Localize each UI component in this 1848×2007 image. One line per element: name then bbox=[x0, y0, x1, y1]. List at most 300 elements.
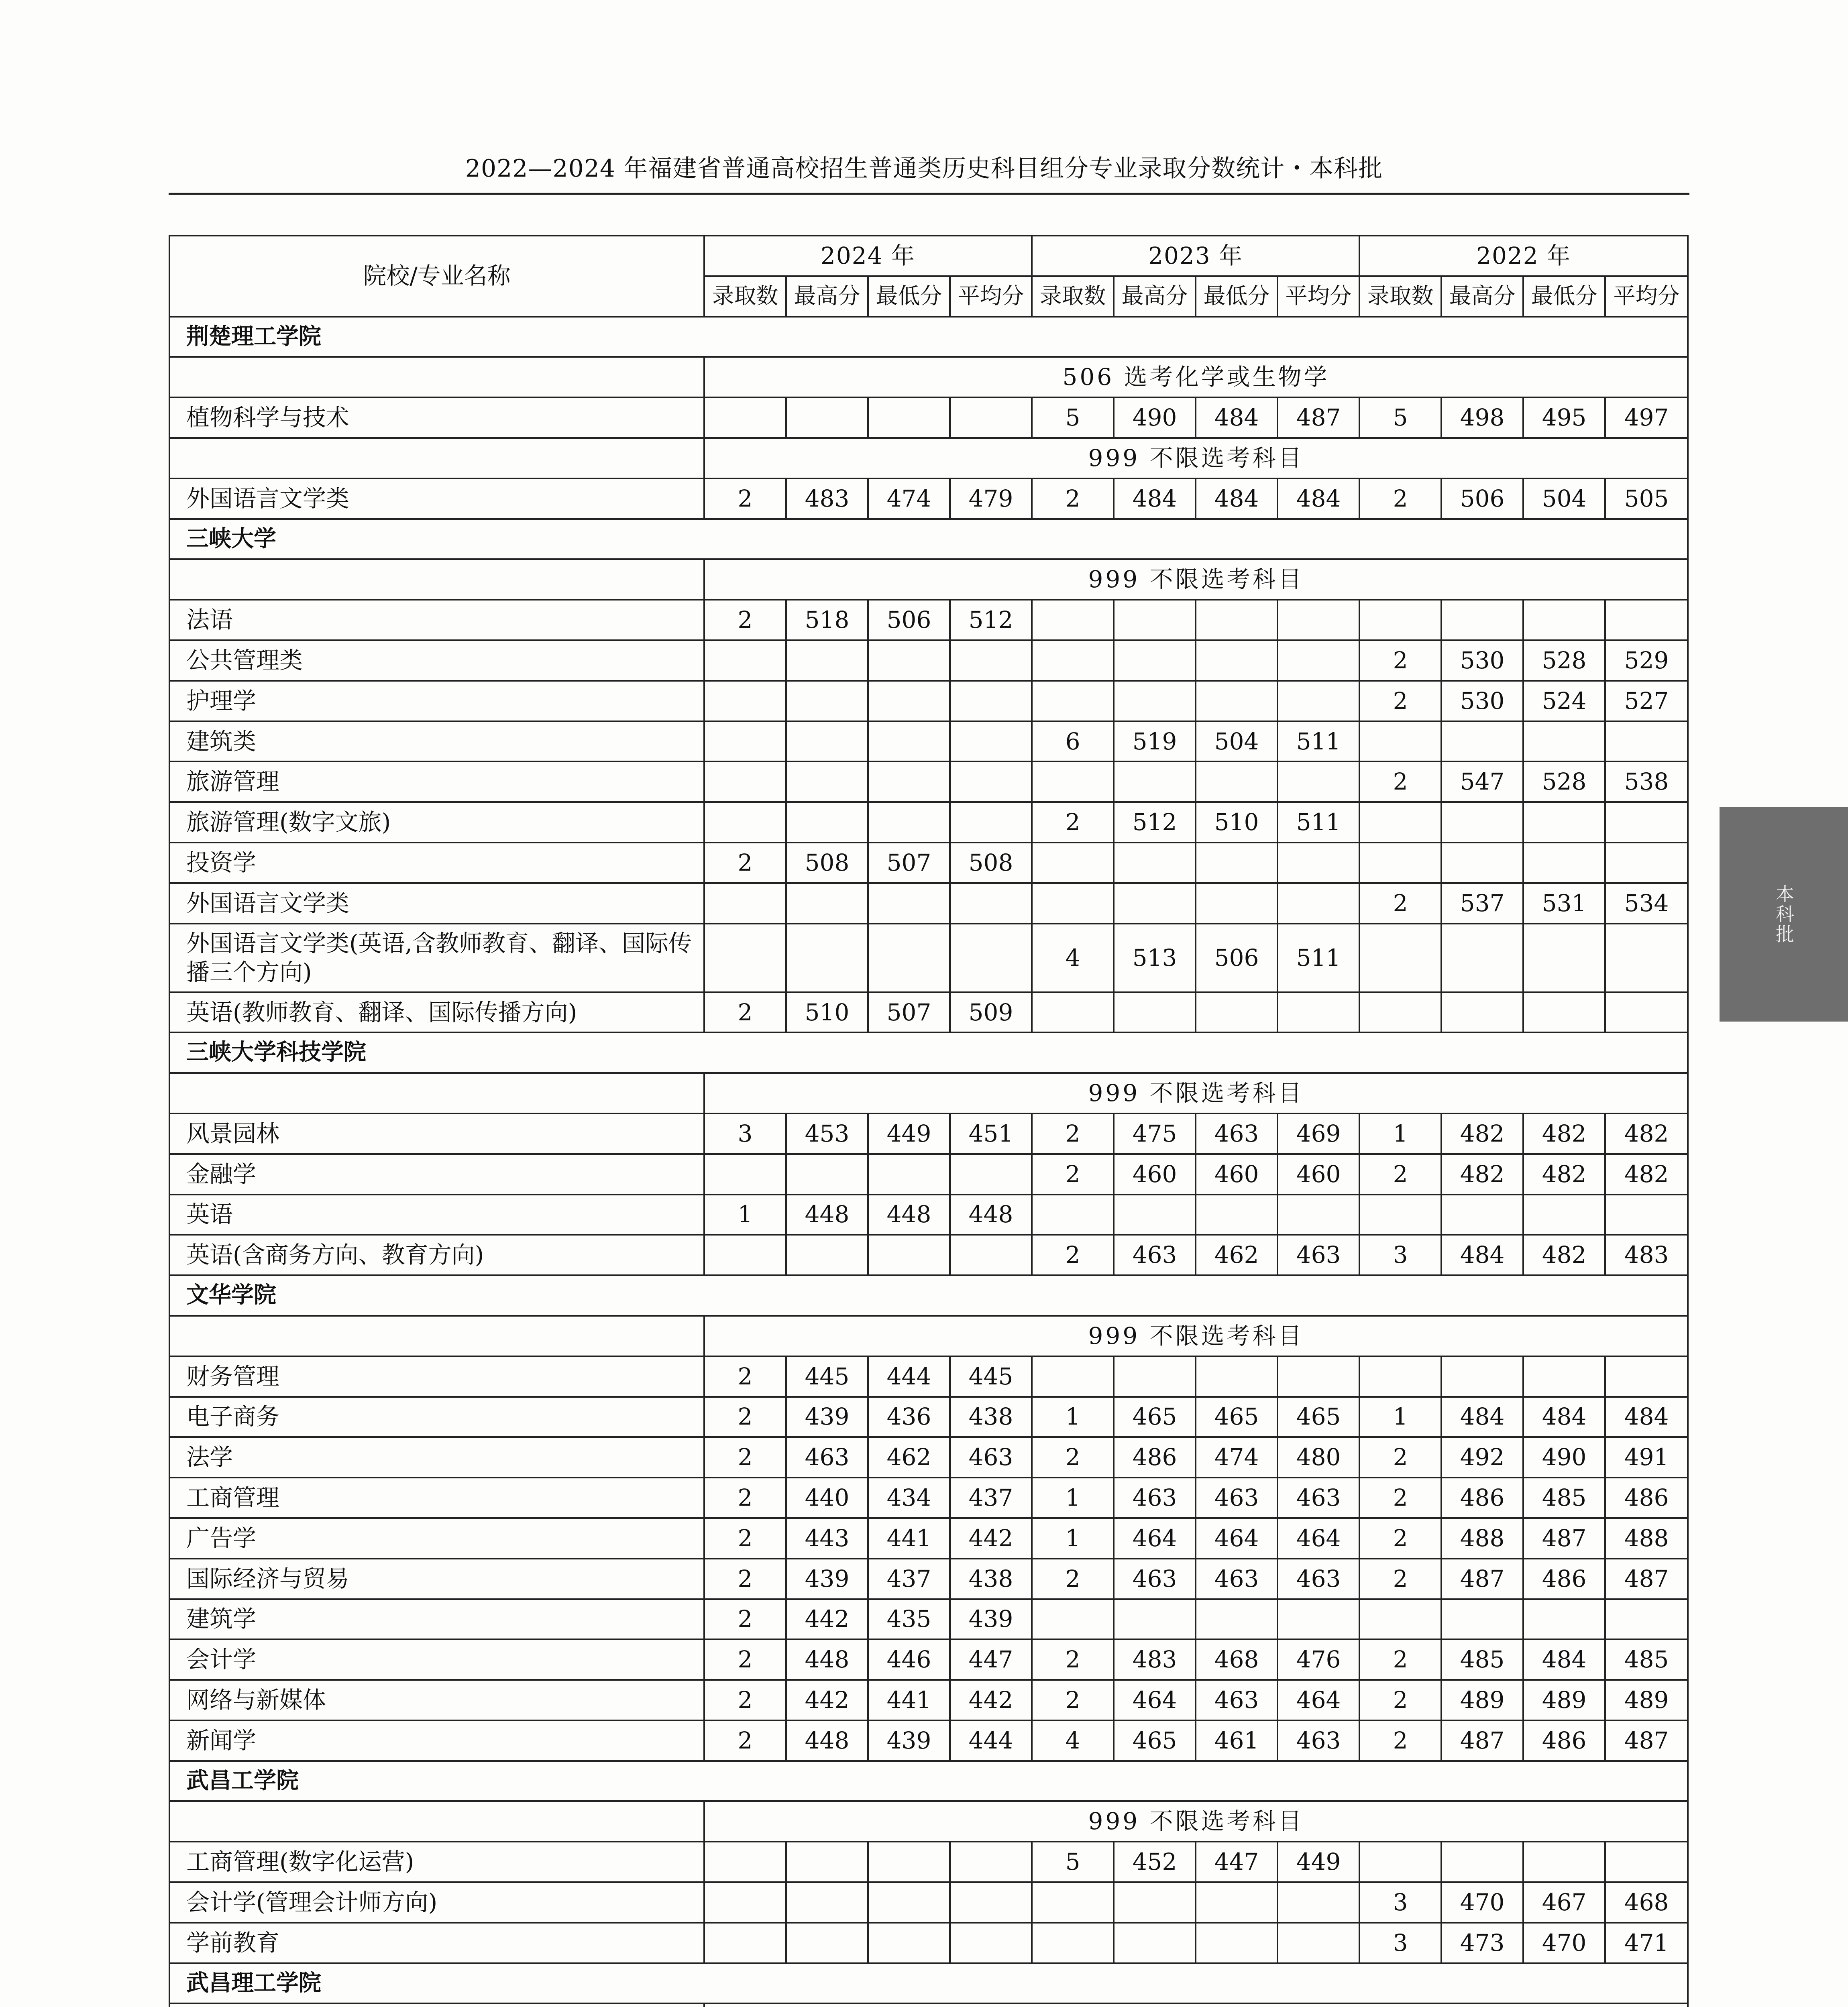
cell-2023-count: 2 bbox=[1032, 1113, 1114, 1154]
cell-2022-count: 3 bbox=[1359, 1923, 1441, 1963]
cell-2023-avg-score: 463 bbox=[1278, 1478, 1359, 1518]
major-name: 英语(含商务方向、教育方向) bbox=[169, 1235, 704, 1275]
cell-2024-max-score: 442 bbox=[786, 1680, 868, 1720]
cell-2024-avg-score: 445 bbox=[950, 1356, 1032, 1397]
cell-2022-max-score: 482 bbox=[1441, 1154, 1523, 1195]
cell-2022-min-score: 528 bbox=[1523, 640, 1605, 681]
cell-2022-max-score: 473 bbox=[1441, 1923, 1523, 1963]
table-row bbox=[169, 1154, 1688, 1195]
cell-2023-count: 2 bbox=[1032, 478, 1114, 519]
cell-2022-count bbox=[1359, 992, 1441, 1033]
cell-2023-avg-score: 464 bbox=[1278, 1680, 1359, 1720]
cell-2024-count: 2 bbox=[704, 1356, 786, 1397]
blank-cell bbox=[169, 1316, 704, 1356]
cell-2024-count: 2 bbox=[704, 1478, 786, 1518]
cell-2022-max-score bbox=[1441, 843, 1523, 883]
cell-2024-count bbox=[704, 802, 786, 843]
cell-2024-avg-score: 509 bbox=[950, 992, 1032, 1033]
school-row bbox=[169, 317, 1688, 357]
score-table-container bbox=[169, 235, 1689, 2007]
cell-2023-count: 2 bbox=[1032, 1559, 1114, 1599]
cell-2023-min-score: 464 bbox=[1196, 1518, 1278, 1559]
cell-2023-avg-score: 511 bbox=[1278, 924, 1359, 992]
cell-2023-count bbox=[1032, 883, 1114, 924]
cell-2024-avg-score bbox=[950, 681, 1032, 721]
cell-2022-max-score: 489 bbox=[1441, 1680, 1523, 1720]
cell-2023-min-score bbox=[1196, 1195, 1278, 1235]
cell-2024-avg-score: 508 bbox=[950, 843, 1032, 883]
cell-2022-max-score: 488 bbox=[1441, 1518, 1523, 1559]
cell-2023-count: 2 bbox=[1032, 1437, 1114, 1478]
cell-2022-min-score: 489 bbox=[1523, 1680, 1605, 1720]
cell-2024-count bbox=[704, 1882, 786, 1923]
cell-2022-avg-score bbox=[1605, 1356, 1688, 1397]
table-row bbox=[169, 1559, 1688, 1599]
cell-2022-min-score: 470 bbox=[1523, 1923, 1605, 1963]
cell-2024-min-score: 507 bbox=[868, 843, 950, 883]
major-name: 广告学 bbox=[169, 1518, 704, 1559]
school-name: 武昌工学院 bbox=[169, 1761, 1688, 1801]
table-row bbox=[169, 478, 1688, 519]
cell-2024-count: 2 bbox=[704, 1599, 786, 1640]
cell-2023-avg-score bbox=[1278, 1882, 1359, 1923]
cell-2022-max-score: 486 bbox=[1441, 1478, 1523, 1518]
cell-2024-count: 2 bbox=[704, 1397, 786, 1437]
blank-cell bbox=[169, 1073, 704, 1113]
table-row bbox=[169, 802, 1688, 843]
major-name: 旅游管理 bbox=[169, 761, 704, 802]
cell-2024-min-score bbox=[868, 924, 950, 992]
school-row bbox=[169, 1761, 1688, 1801]
cell-2022-count: 3 bbox=[1359, 1235, 1441, 1275]
cell-2023-max-score: 464 bbox=[1114, 1680, 1196, 1720]
table-row bbox=[169, 1639, 1688, 1680]
cell-2022-max-score: 530 bbox=[1441, 681, 1523, 721]
cell-2022-avg-score: 487 bbox=[1605, 1559, 1688, 1599]
cell-2024-max-score bbox=[786, 1235, 868, 1275]
major-name: 新闻学 bbox=[169, 1720, 704, 1761]
cell-2022-avg-score: 485 bbox=[1605, 1639, 1688, 1680]
cell-2023-avg-score bbox=[1278, 843, 1359, 883]
cell-2023-max-score: 513 bbox=[1114, 924, 1196, 992]
cell-2022-avg-score: 527 bbox=[1605, 681, 1688, 721]
cell-2022-max-score bbox=[1441, 721, 1523, 762]
cell-2024-min-score bbox=[868, 640, 950, 681]
cell-2024-min-score bbox=[868, 1235, 950, 1275]
cell-2022-min-score: 482 bbox=[1523, 1235, 1605, 1275]
cell-2024-max-score bbox=[786, 1154, 868, 1195]
cell-2024-min-score bbox=[868, 1923, 950, 1963]
cell-2024-max-score bbox=[786, 1842, 868, 1882]
major-name: 法语 bbox=[169, 600, 704, 640]
cell-2024-min-score bbox=[868, 883, 950, 924]
cell-2024-avg-score bbox=[950, 802, 1032, 843]
school-name: 武昌理工学院 bbox=[169, 1963, 1688, 2004]
cell-2024-avg-score bbox=[950, 397, 1032, 438]
cell-2023-min-score: 484 bbox=[1196, 478, 1278, 519]
cell-2023-max-score: 484 bbox=[1114, 478, 1196, 519]
cell-2022-count bbox=[1359, 843, 1441, 883]
table-row bbox=[169, 1842, 1688, 1882]
cell-2024-min-score bbox=[868, 761, 950, 802]
school-name: 三峡大学科技学院 bbox=[169, 1032, 1688, 1073]
cell-2023-avg-score: 464 bbox=[1278, 1518, 1359, 1559]
cell-2023-min-score: 465 bbox=[1196, 1397, 1278, 1437]
subheader-max: 最高分 bbox=[786, 276, 868, 317]
cell-2022-min-score: 482 bbox=[1523, 1113, 1605, 1154]
cell-2024-max-score: 439 bbox=[786, 1397, 868, 1437]
cell-2023-count bbox=[1032, 1356, 1114, 1397]
cell-2022-count: 2 bbox=[1359, 1639, 1441, 1680]
cell-2022-min-score bbox=[1523, 843, 1605, 883]
cell-2024-max-score: 445 bbox=[786, 1356, 868, 1397]
major-name: 网络与新媒体 bbox=[169, 1680, 704, 1720]
cell-2023-count: 2 bbox=[1032, 1680, 1114, 1720]
table-row bbox=[169, 1195, 1688, 1235]
cell-2023-min-score bbox=[1196, 992, 1278, 1033]
subject-requirement: 999 不限选考科目 bbox=[704, 1316, 1688, 1356]
cell-2023-avg-score bbox=[1278, 761, 1359, 802]
cell-2023-max-score bbox=[1114, 1882, 1196, 1923]
cell-2023-avg-score: 463 bbox=[1278, 1720, 1359, 1761]
side-tab-label: 本科批 bbox=[1773, 884, 1795, 944]
cell-2024-avg-score: 479 bbox=[950, 478, 1032, 519]
cell-2023-avg-score bbox=[1278, 1599, 1359, 1640]
cell-2023-max-score: 490 bbox=[1114, 397, 1196, 438]
cell-2024-min-score: 435 bbox=[868, 1599, 950, 1640]
year-header-2022: 2022 年 bbox=[1359, 236, 1688, 276]
cell-2024-max-score: 448 bbox=[786, 1195, 868, 1235]
major-name: 投资学 bbox=[169, 843, 704, 883]
cell-2024-count bbox=[704, 721, 786, 762]
cell-2024-min-score: 441 bbox=[868, 1518, 950, 1559]
major-name: 学前教育 bbox=[169, 1923, 704, 1963]
subject-requirement-row bbox=[169, 1316, 1688, 1356]
cell-2024-count: 2 bbox=[704, 1437, 786, 1478]
name-column-header: 院校/专业名称 bbox=[169, 236, 704, 317]
cell-2023-avg-score: 449 bbox=[1278, 1842, 1359, 1882]
table-row bbox=[169, 600, 1688, 640]
table-row bbox=[169, 761, 1688, 802]
cell-2024-max-score: 518 bbox=[786, 600, 868, 640]
cell-2024-min-score bbox=[868, 1842, 950, 1882]
cell-2023-count: 1 bbox=[1032, 1518, 1114, 1559]
cell-2022-avg-score: 488 bbox=[1605, 1518, 1688, 1559]
cell-2024-avg-score bbox=[950, 883, 1032, 924]
subject-requirement bbox=[704, 2003, 1688, 2007]
cell-2022-avg-score: 529 bbox=[1605, 640, 1688, 681]
cell-2024-min-score: 436 bbox=[868, 1397, 950, 1437]
blank-cell bbox=[169, 559, 704, 600]
cell-2023-max-score bbox=[1114, 761, 1196, 802]
cell-2022-count: 2 bbox=[1359, 761, 1441, 802]
major-name: 外国语言文学类(英语,含教师教育、翻译、国际传播三个方向) bbox=[169, 924, 704, 992]
cell-2024-min-score: 446 bbox=[868, 1639, 950, 1680]
cell-2022-min-score: 528 bbox=[1523, 761, 1605, 802]
cell-2022-avg-score: 482 bbox=[1605, 1154, 1688, 1195]
cell-2022-max-score: 492 bbox=[1441, 1437, 1523, 1478]
cell-2023-count bbox=[1032, 600, 1114, 640]
subheader-avg: 平均分 bbox=[1278, 276, 1359, 317]
major-name: 财务管理 bbox=[169, 1356, 704, 1397]
table-row bbox=[169, 1478, 1688, 1518]
cell-2024-max-score: 448 bbox=[786, 1639, 868, 1680]
cell-2022-avg-score: 486 bbox=[1605, 1478, 1688, 1518]
cell-2022-avg-score bbox=[1605, 600, 1688, 640]
cell-2022-max-score: 547 bbox=[1441, 761, 1523, 802]
cell-2023-min-score bbox=[1196, 681, 1278, 721]
cell-2022-avg-score: 534 bbox=[1605, 883, 1688, 924]
cell-2024-max-score: 439 bbox=[786, 1559, 868, 1599]
cell-2023-max-score bbox=[1114, 992, 1196, 1033]
cell-2022-count: 5 bbox=[1359, 397, 1441, 438]
cell-2022-avg-score: 468 bbox=[1605, 1882, 1688, 1923]
cell-2022-min-score: 490 bbox=[1523, 1437, 1605, 1478]
table-row bbox=[169, 1599, 1688, 1640]
cell-2022-max-score: 482 bbox=[1441, 1113, 1523, 1154]
cell-2023-count: 2 bbox=[1032, 1639, 1114, 1680]
major-name: 风景园林 bbox=[169, 1113, 704, 1154]
table-row bbox=[169, 1113, 1688, 1154]
cell-2023-max-score: 465 bbox=[1114, 1720, 1196, 1761]
cell-2023-max-score bbox=[1114, 600, 1196, 640]
cell-2023-min-score bbox=[1196, 843, 1278, 883]
year-header-2023: 2023 年 bbox=[1032, 236, 1359, 276]
cell-2023-min-score: 447 bbox=[1196, 1842, 1278, 1882]
cell-2022-max-score bbox=[1441, 992, 1523, 1033]
cell-2024-max-score bbox=[786, 1923, 868, 1963]
cell-2022-min-score: 484 bbox=[1523, 1397, 1605, 1437]
cell-2024-max-score bbox=[786, 721, 868, 762]
score-table bbox=[169, 235, 1689, 2007]
cell-2022-count: 2 bbox=[1359, 1559, 1441, 1599]
cell-2022-avg-score bbox=[1605, 1195, 1688, 1235]
subject-requirement-row bbox=[169, 1801, 1688, 1842]
cell-2024-count bbox=[704, 883, 786, 924]
school-row bbox=[169, 1032, 1688, 1073]
cell-2022-avg-score: 483 bbox=[1605, 1235, 1688, 1275]
major-name: 公共管理类 bbox=[169, 640, 704, 681]
subject-requirement-row bbox=[169, 2003, 1688, 2007]
cell-2024-count: 2 bbox=[704, 1720, 786, 1761]
cell-2022-max-score: 530 bbox=[1441, 640, 1523, 681]
subheader-max: 最高分 bbox=[1114, 276, 1196, 317]
cell-2024-min-score: 434 bbox=[868, 1478, 950, 1518]
table-row bbox=[169, 1720, 1688, 1761]
cell-2023-count bbox=[1032, 761, 1114, 802]
cell-2022-count: 2 bbox=[1359, 1154, 1441, 1195]
cell-2024-count: 2 bbox=[704, 1559, 786, 1599]
cell-2024-avg-score: 448 bbox=[950, 1195, 1032, 1235]
cell-2024-count: 2 bbox=[704, 992, 786, 1033]
cell-2023-min-score: 460 bbox=[1196, 1154, 1278, 1195]
cell-2024-max-score: 510 bbox=[786, 992, 868, 1033]
cell-2023-max-score: 483 bbox=[1114, 1639, 1196, 1680]
cell-2023-min-score bbox=[1196, 1599, 1278, 1640]
cell-2023-max-score: 475 bbox=[1114, 1113, 1196, 1154]
cell-2024-count: 2 bbox=[704, 478, 786, 519]
subject-requirement-row bbox=[169, 1073, 1688, 1113]
cell-2022-min-score bbox=[1523, 721, 1605, 762]
cell-2022-count bbox=[1359, 924, 1441, 992]
cell-2022-max-score bbox=[1441, 600, 1523, 640]
cell-2023-count bbox=[1032, 681, 1114, 721]
table-row bbox=[169, 924, 1688, 992]
cell-2023-max-score bbox=[1114, 640, 1196, 681]
blank-cell bbox=[169, 357, 704, 397]
cell-2024-avg-score: 442 bbox=[950, 1680, 1032, 1720]
cell-2024-avg-score: 442 bbox=[950, 1518, 1032, 1559]
subheader-min: 最低分 bbox=[868, 276, 950, 317]
cell-2024-avg-score: 437 bbox=[950, 1478, 1032, 1518]
cell-2022-count: 3 bbox=[1359, 1882, 1441, 1923]
cell-2022-avg-score: 487 bbox=[1605, 1720, 1688, 1761]
cell-2023-avg-score bbox=[1278, 1356, 1359, 1397]
cell-2024-max-score: 453 bbox=[786, 1113, 868, 1154]
major-name: 外国语言文学类 bbox=[169, 478, 704, 519]
cell-2024-count bbox=[704, 1923, 786, 1963]
cell-2023-min-score: 506 bbox=[1196, 924, 1278, 992]
cell-2023-min-score: 474 bbox=[1196, 1437, 1278, 1478]
major-name: 工商管理(数字化运营) bbox=[169, 1842, 704, 1882]
table-row bbox=[169, 1437, 1688, 1478]
cell-2023-max-score: 465 bbox=[1114, 1397, 1196, 1437]
cell-2022-count bbox=[1359, 600, 1441, 640]
major-name: 电子商务 bbox=[169, 1397, 704, 1437]
cell-2022-avg-score bbox=[1605, 1599, 1688, 1640]
cell-2023-count bbox=[1032, 992, 1114, 1033]
cell-2024-count bbox=[704, 1154, 786, 1195]
table-row bbox=[169, 681, 1688, 721]
cell-2024-max-score bbox=[786, 761, 868, 802]
cell-2023-avg-score: 463 bbox=[1278, 1235, 1359, 1275]
cell-2024-min-score: 444 bbox=[868, 1356, 950, 1397]
cell-2024-min-score: 506 bbox=[868, 600, 950, 640]
cell-2024-avg-score: 512 bbox=[950, 600, 1032, 640]
cell-2022-count bbox=[1359, 1356, 1441, 1397]
cell-2024-min-score bbox=[868, 802, 950, 843]
major-name: 金融学 bbox=[169, 1154, 704, 1195]
cell-2023-avg-score: 484 bbox=[1278, 478, 1359, 519]
subject-requirement-row bbox=[169, 357, 1688, 397]
cell-2022-min-score bbox=[1523, 992, 1605, 1033]
cell-2023-min-score bbox=[1196, 883, 1278, 924]
cell-2024-min-score: 448 bbox=[868, 1195, 950, 1235]
cell-2023-count: 6 bbox=[1032, 721, 1114, 762]
blank-cell bbox=[169, 2003, 704, 2007]
cell-2023-min-score: 484 bbox=[1196, 397, 1278, 438]
major-name: 建筑学 bbox=[169, 1599, 704, 1640]
cell-2023-min-score: 463 bbox=[1196, 1559, 1278, 1599]
cell-2023-min-score bbox=[1196, 1356, 1278, 1397]
subheader-avg: 平均分 bbox=[1605, 276, 1688, 317]
cell-2022-max-score: 484 bbox=[1441, 1397, 1523, 1437]
subheader-max: 最高分 bbox=[1441, 276, 1523, 317]
cell-2023-min-score: 463 bbox=[1196, 1680, 1278, 1720]
cell-2022-max-score bbox=[1441, 1356, 1523, 1397]
cell-2023-count: 2 bbox=[1032, 1154, 1114, 1195]
cell-2024-avg-score bbox=[950, 1235, 1032, 1275]
cell-2024-min-score bbox=[868, 1154, 950, 1195]
cell-2023-avg-score bbox=[1278, 1923, 1359, 1963]
cell-2023-min-score bbox=[1196, 1923, 1278, 1963]
cell-2023-max-score bbox=[1114, 1599, 1196, 1640]
cell-2023-max-score: 486 bbox=[1114, 1437, 1196, 1478]
cell-2023-min-score: 463 bbox=[1196, 1478, 1278, 1518]
cell-2023-avg-score: 480 bbox=[1278, 1437, 1359, 1478]
cell-2023-avg-score: 511 bbox=[1278, 802, 1359, 843]
cell-2023-avg-score: 511 bbox=[1278, 721, 1359, 762]
cell-2022-count: 2 bbox=[1359, 1478, 1441, 1518]
cell-2022-max-score: 484 bbox=[1441, 1235, 1523, 1275]
school-row bbox=[169, 1275, 1688, 1316]
cell-2024-max-score bbox=[786, 681, 868, 721]
subheader-avg: 平均分 bbox=[950, 276, 1032, 317]
table-row bbox=[169, 640, 1688, 681]
cell-2023-avg-score bbox=[1278, 600, 1359, 640]
cell-2022-avg-score bbox=[1605, 992, 1688, 1033]
cell-2022-min-score bbox=[1523, 1842, 1605, 1882]
cell-2024-min-score: 449 bbox=[868, 1113, 950, 1154]
cell-2023-max-score: 452 bbox=[1114, 1842, 1196, 1882]
cell-2022-avg-score: 497 bbox=[1605, 397, 1688, 438]
school-row bbox=[169, 1963, 1688, 2004]
cell-2024-max-score bbox=[786, 924, 868, 992]
header-rule bbox=[169, 193, 1689, 195]
cell-2023-max-score: 519 bbox=[1114, 721, 1196, 762]
cell-2024-min-score: 462 bbox=[868, 1437, 950, 1478]
cell-2024-avg-score: 438 bbox=[950, 1397, 1032, 1437]
cell-2024-count: 2 bbox=[704, 843, 786, 883]
major-name: 工商管理 bbox=[169, 1478, 704, 1518]
cell-2024-count: 2 bbox=[704, 600, 786, 640]
cell-2024-count: 2 bbox=[704, 1518, 786, 1559]
cell-2024-min-score: 439 bbox=[868, 1720, 950, 1761]
cell-2023-count: 2 bbox=[1032, 802, 1114, 843]
cell-2024-avg-score: 439 bbox=[950, 1599, 1032, 1640]
cell-2023-max-score bbox=[1114, 681, 1196, 721]
cell-2022-avg-score bbox=[1605, 843, 1688, 883]
cell-2024-max-score: 483 bbox=[786, 478, 868, 519]
cell-2022-min-score bbox=[1523, 1599, 1605, 1640]
major-name: 旅游管理(数字文旅) bbox=[169, 802, 704, 843]
major-name: 植物科学与技术 bbox=[169, 397, 704, 438]
cell-2023-count: 5 bbox=[1032, 1842, 1114, 1882]
table-row bbox=[169, 1923, 1688, 1963]
cell-2022-count: 2 bbox=[1359, 640, 1441, 681]
major-name: 护理学 bbox=[169, 681, 704, 721]
cell-2023-count bbox=[1032, 1599, 1114, 1640]
cell-2022-count bbox=[1359, 721, 1441, 762]
table-row bbox=[169, 1235, 1688, 1275]
cell-2022-count: 1 bbox=[1359, 1397, 1441, 1437]
cell-2022-count: 2 bbox=[1359, 478, 1441, 519]
school-name: 三峡大学 bbox=[169, 519, 1688, 560]
cell-2022-avg-score bbox=[1605, 721, 1688, 762]
cell-2022-avg-score bbox=[1605, 924, 1688, 992]
cell-2023-min-score: 504 bbox=[1196, 721, 1278, 762]
subheader-min: 最低分 bbox=[1196, 276, 1278, 317]
table-row bbox=[169, 721, 1688, 762]
cell-2022-min-score: 484 bbox=[1523, 1639, 1605, 1680]
cell-2024-avg-score: 444 bbox=[950, 1720, 1032, 1761]
cell-2024-min-score: 474 bbox=[868, 478, 950, 519]
cell-2024-count bbox=[704, 924, 786, 992]
subject-requirement: 999 不限选考科目 bbox=[704, 438, 1688, 478]
cell-2024-min-score bbox=[868, 1882, 950, 1923]
table-header bbox=[169, 236, 1688, 317]
cell-2022-min-score bbox=[1523, 600, 1605, 640]
